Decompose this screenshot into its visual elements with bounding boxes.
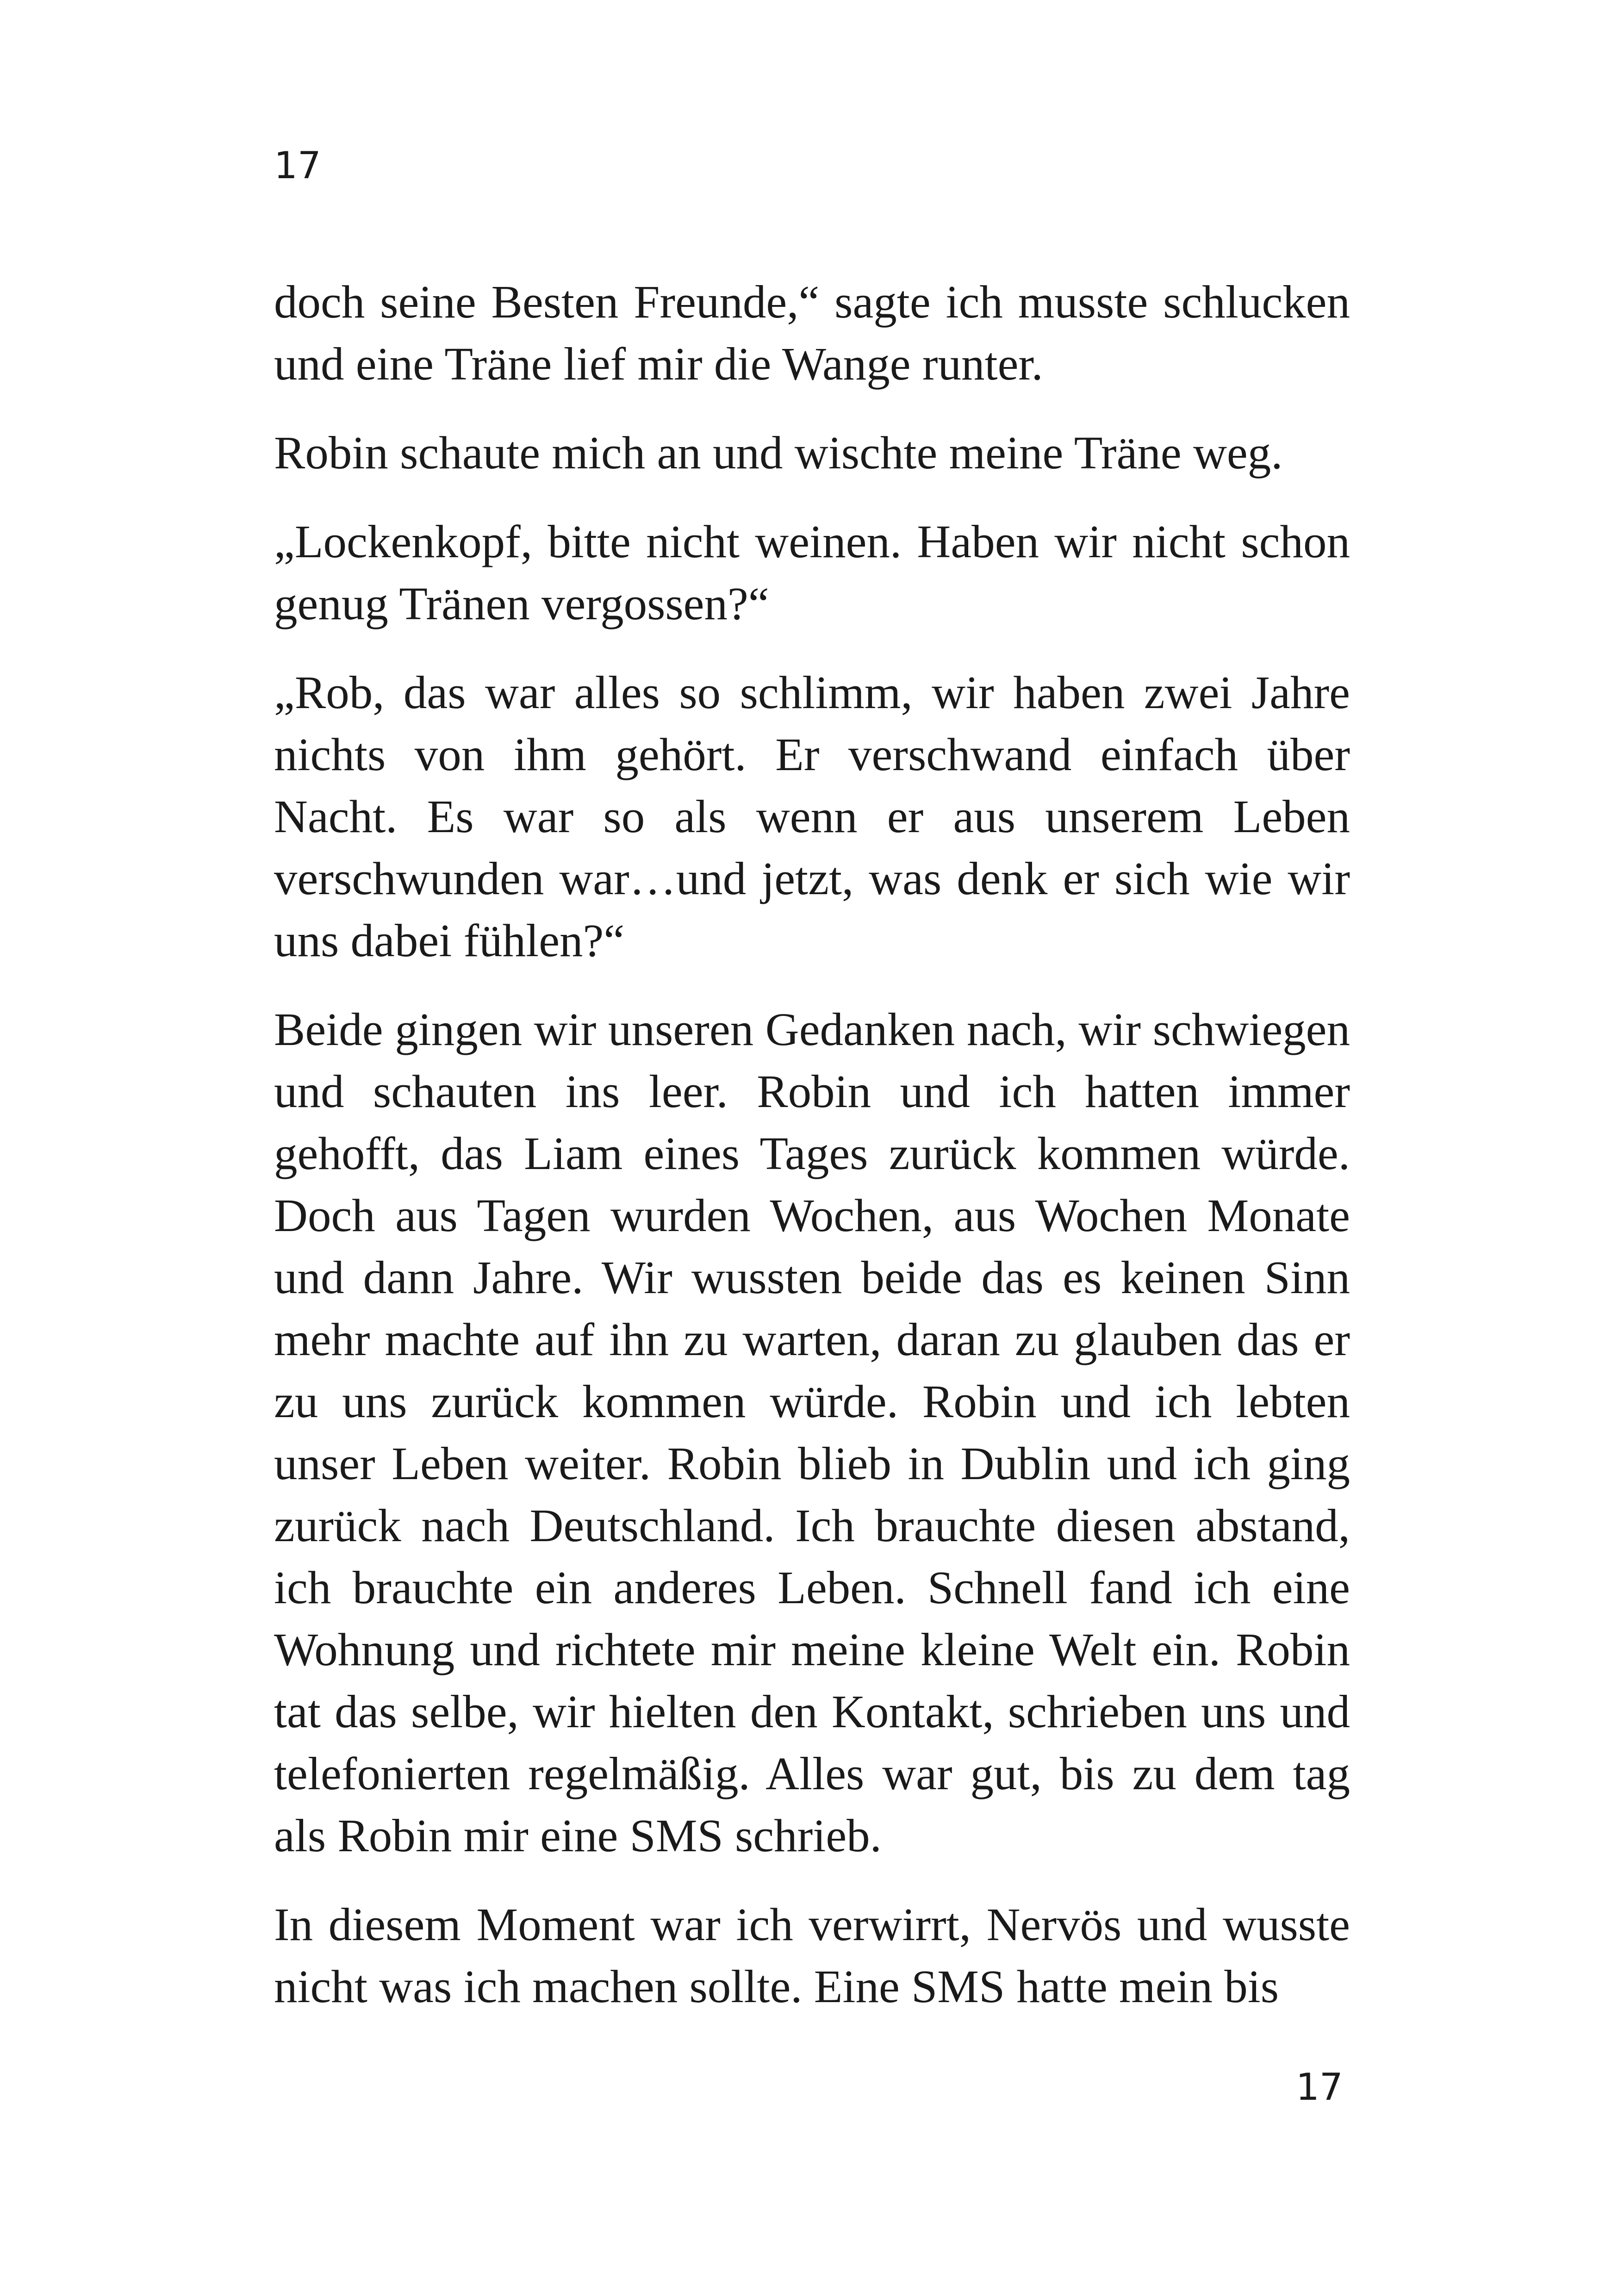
paragraph-4: „Rob, das war alles so schlimm, wir haben zwei Jahre nichts von ihm gehört. Er verschwand einfach über Nacht. Es war so als wenn er aus unserem Leben verschwunden war…und jetzt, was denk er sich wie wir uns dabei fühlen?“ — [274, 666, 1350, 966]
paragraph-1: doch seine Besten Freunde,“ sagte ich musste schlucken und eine Träne lief mir die Wange runter. — [274, 276, 1350, 390]
paragraph-2: Robin schaute mich an und wischte meine Träne weg. — [274, 427, 1283, 479]
page-number-top: 17 — [274, 144, 321, 187]
paragraph-5: Beide gingen wir unseren Gedanken nach, wir schwiegen und schauten ins leer. Robin und ich hatten immer gehofft, das Liam eines Tages zurück kommen würde. Doch aus Tagen wurden Wochen, aus Wochen Monate und dann Jahre. Wir wussten beide das es keinen Sinn mehr machte auf ihn zu warten, daran zu glauben das er zu uns zurück kommen würde. Robin und ich lebten unser Leben weiter. Robin blieb in Dublin und ich ging zurück nach Deutschland. Ich brauchte diesen abstand, ich brauchte ein anderes Leben. Schnell fand ich eine Wohnung und richtete mir meine kleine Welt ein. Robin tat das selbe, wir hielten den Kontakt, schrieben uns und telefonierten regelmäßig. Alles war gut, bis zu dem tag als Robin mir eine SMS schrieb. — [274, 1003, 1350, 1861]
page-number-bottom: 17 — [1296, 2066, 1343, 2109]
paragraph-3: „Lockenkopf, bitte nicht weinen. Haben wir nicht schon genug Tränen vergossen?“ — [274, 516, 1350, 629]
page-body-text — [274, 271, 1350, 2017]
paragraph-6: In diesem Moment war ich verwirrt, Nervös und wusste nicht was ich machen sollte. Eine SMS hatte mein bis — [274, 1898, 1350, 2012]
